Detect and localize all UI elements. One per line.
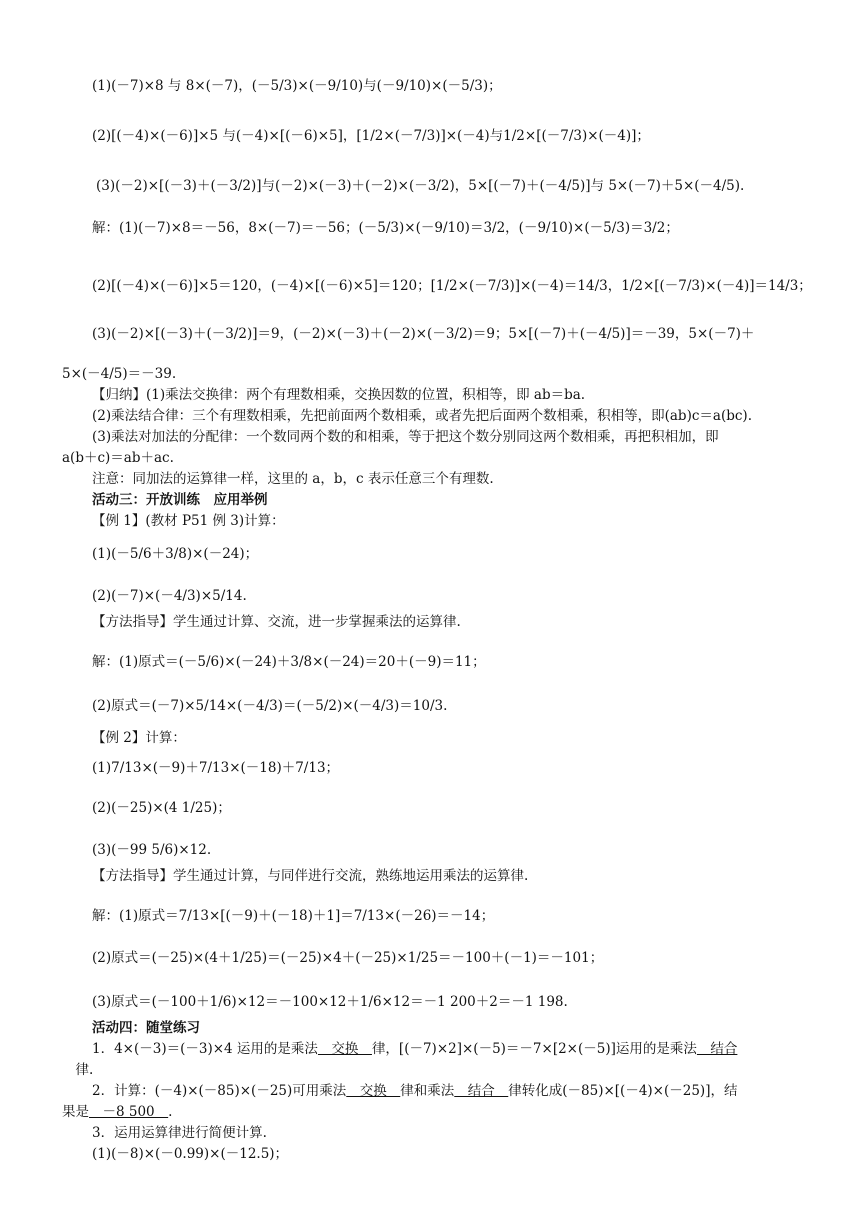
question-line-1: (1)(－7)×8 与 8×(－7)，(－5/3)×(－9/10)与(－9/10)×(－5/3)；	[92, 78, 502, 94]
example-1-q2: (2)(－7)×(－4/3)×5/14.	[92, 588, 247, 604]
practice-3: 3．运用运算律进行简便计算.	[92, 1125, 267, 1141]
summary-commutative: 【归纳】(1)乘法交换律：两个有理数相乘，交换因数的位置，积相等，即 ab＝ba.	[92, 387, 586, 403]
note-line: 注意：同加法的运算律一样，这里的 a，b，c 表示任意三个有理数.	[92, 471, 494, 487]
example-1-solution-1: 解：(1)原式＝(－5/6)×(－24)＋3/8×(－24)＝20＋(－9)＝11；	[92, 654, 486, 670]
example-1-heading: 【例 1】(教材 P51 例 3)计算：	[92, 513, 285, 529]
example-2-solution-1: 解：(1)原式＝7/13×[(－9)＋(－18)＋1]＝7/13×(－26)＝－14；	[92, 908, 495, 924]
practice-2-text-c: 律转化成(－85)×[(－4)×(－25)]，结	[508, 1083, 738, 1099]
summary-associative: (2)乘法结合律：三个有理数相乘，先把前面两个数相乘，或者先把后面两个数相乘，积相等，即(ab)c＝a(bc).	[92, 408, 752, 424]
practice-2-blank-1: 交换	[346, 1083, 401, 1099]
question-line-3: (3)(－2)×[(－3)＋(－3/2)]与(－2)×(－3)＋(－2)×(－3/2)，5×[(－7)＋(－4/5)]与 5×(－7)＋5×(－4/5).	[96, 178, 745, 194]
summary-distributive: (3)乘法对加法的分配律：一个数同两个数的和相乘，等于把这个数分别同这两个数相乘，再把积相加，即	[92, 429, 719, 445]
practice-1-text-c: 律.	[62, 1062, 94, 1078]
practice-1-text-b: 律，[(－7)×2]×(－5)＝－7×[2×(－5)]运用的是乘法	[371, 1041, 697, 1057]
summary-distributive-cont: a(b＋c)＝ab＋ac.	[62, 450, 174, 466]
practice-2-text-a: 2．计算：(－4)×(－85)×(－25)可用乘法	[92, 1083, 347, 1099]
practice-1-cont	[62, 1060, 93, 1080]
example-2-solution-2: (2)原式＝(－25)×(4＋1/25)＝(－25)×4＋(－25)×1/25＝－100＋(－1)＝－101；	[92, 950, 604, 966]
activity-3-heading: 活动三：开放训练 应用举例	[92, 492, 268, 508]
practice-1	[92, 1039, 737, 1059]
practice-2-text-e: .	[168, 1104, 173, 1120]
practice-1-text-a: 1．4×(－3)＝(－3)×4 运用的是乘法	[92, 1041, 318, 1057]
practice-2-blank-2: 结合	[454, 1083, 509, 1099]
practice-2-text-d: 果是	[62, 1104, 89, 1120]
example-2-solution-3: (3)原式＝(－100＋1/6)×12＝－100×12＋1/6×12＝－1 200＋2＝－1 198.	[92, 994, 568, 1010]
question-line-2: (2)[(－4)×(－6)]×5 与(－4)×[(－6)×5]，[1/2×(－7/3)]×(－4)与1/2×[(－7/3)×(－4)]；	[92, 128, 650, 144]
practice-1-blank-2: 结合	[696, 1041, 738, 1057]
activity-4-heading: 活动四：随堂练习	[92, 1020, 200, 1036]
answer-line-3-cont: 5×(－4/5)＝－39.	[62, 366, 177, 382]
answer-line-1: 解：(1)(－7)×8＝－56，8×(－7)＝－56；(－5/3)×(－9/10)＝3/2，(－9/10)×(－5/3)＝3/2；	[92, 220, 679, 236]
practice-2	[92, 1081, 737, 1101]
practice-1-blank-1: 交换	[317, 1041, 372, 1057]
practice-3-q1: (1)(－8)×(－0.99)×(－12.5)；	[92, 1146, 289, 1162]
method-guide-1: 【方法指导】学生通过计算、交流，进一步掌握乘法的运算律.	[92, 614, 461, 630]
practice-2-blank-3: －8 500	[89, 1104, 169, 1120]
example-2-q1: (1)7/13×(－9)＋7/13×(－18)＋7/13；	[92, 760, 340, 776]
method-guide-2: 【方法指导】学生通过计算，与同伴进行交流，熟练地运用乘法的运算律.	[92, 868, 529, 884]
example-2-q3: (3)(－99 5/6)×12.	[92, 842, 212, 858]
example-1-solution-2: (2)原式＝(－7)×5/14×(－4/3)＝(－5/2)×(－4/3)＝10/3.	[92, 698, 448, 714]
example-1-q1: (1)(－5/6＋3/8)×(－24)；	[92, 546, 259, 562]
practice-2-cont	[62, 1102, 172, 1122]
answer-line-3: (3)(－2)×[(－3)＋(－3/2)]＝9，(－2)×(－3)＋(－2)×(－3/2)＝9；5×[(－7)＋(－4/5)]＝－39，5×(－7)＋	[92, 326, 755, 342]
example-2-heading: 【例 2】计算：	[92, 730, 186, 746]
answer-line-2: (2)[(－4)×(－6)]×5＝120，(－4)×[(－6)×5]＝120；[1/2×(－7/3)]×(－4)＝14/3，1/2×[(－7/3)×(－4)]＝14/3；	[92, 278, 812, 294]
practice-2-text-b: 律和乘法	[400, 1083, 455, 1099]
example-2-q2: (2)(－25)×(4 1/25)；	[92, 800, 231, 816]
